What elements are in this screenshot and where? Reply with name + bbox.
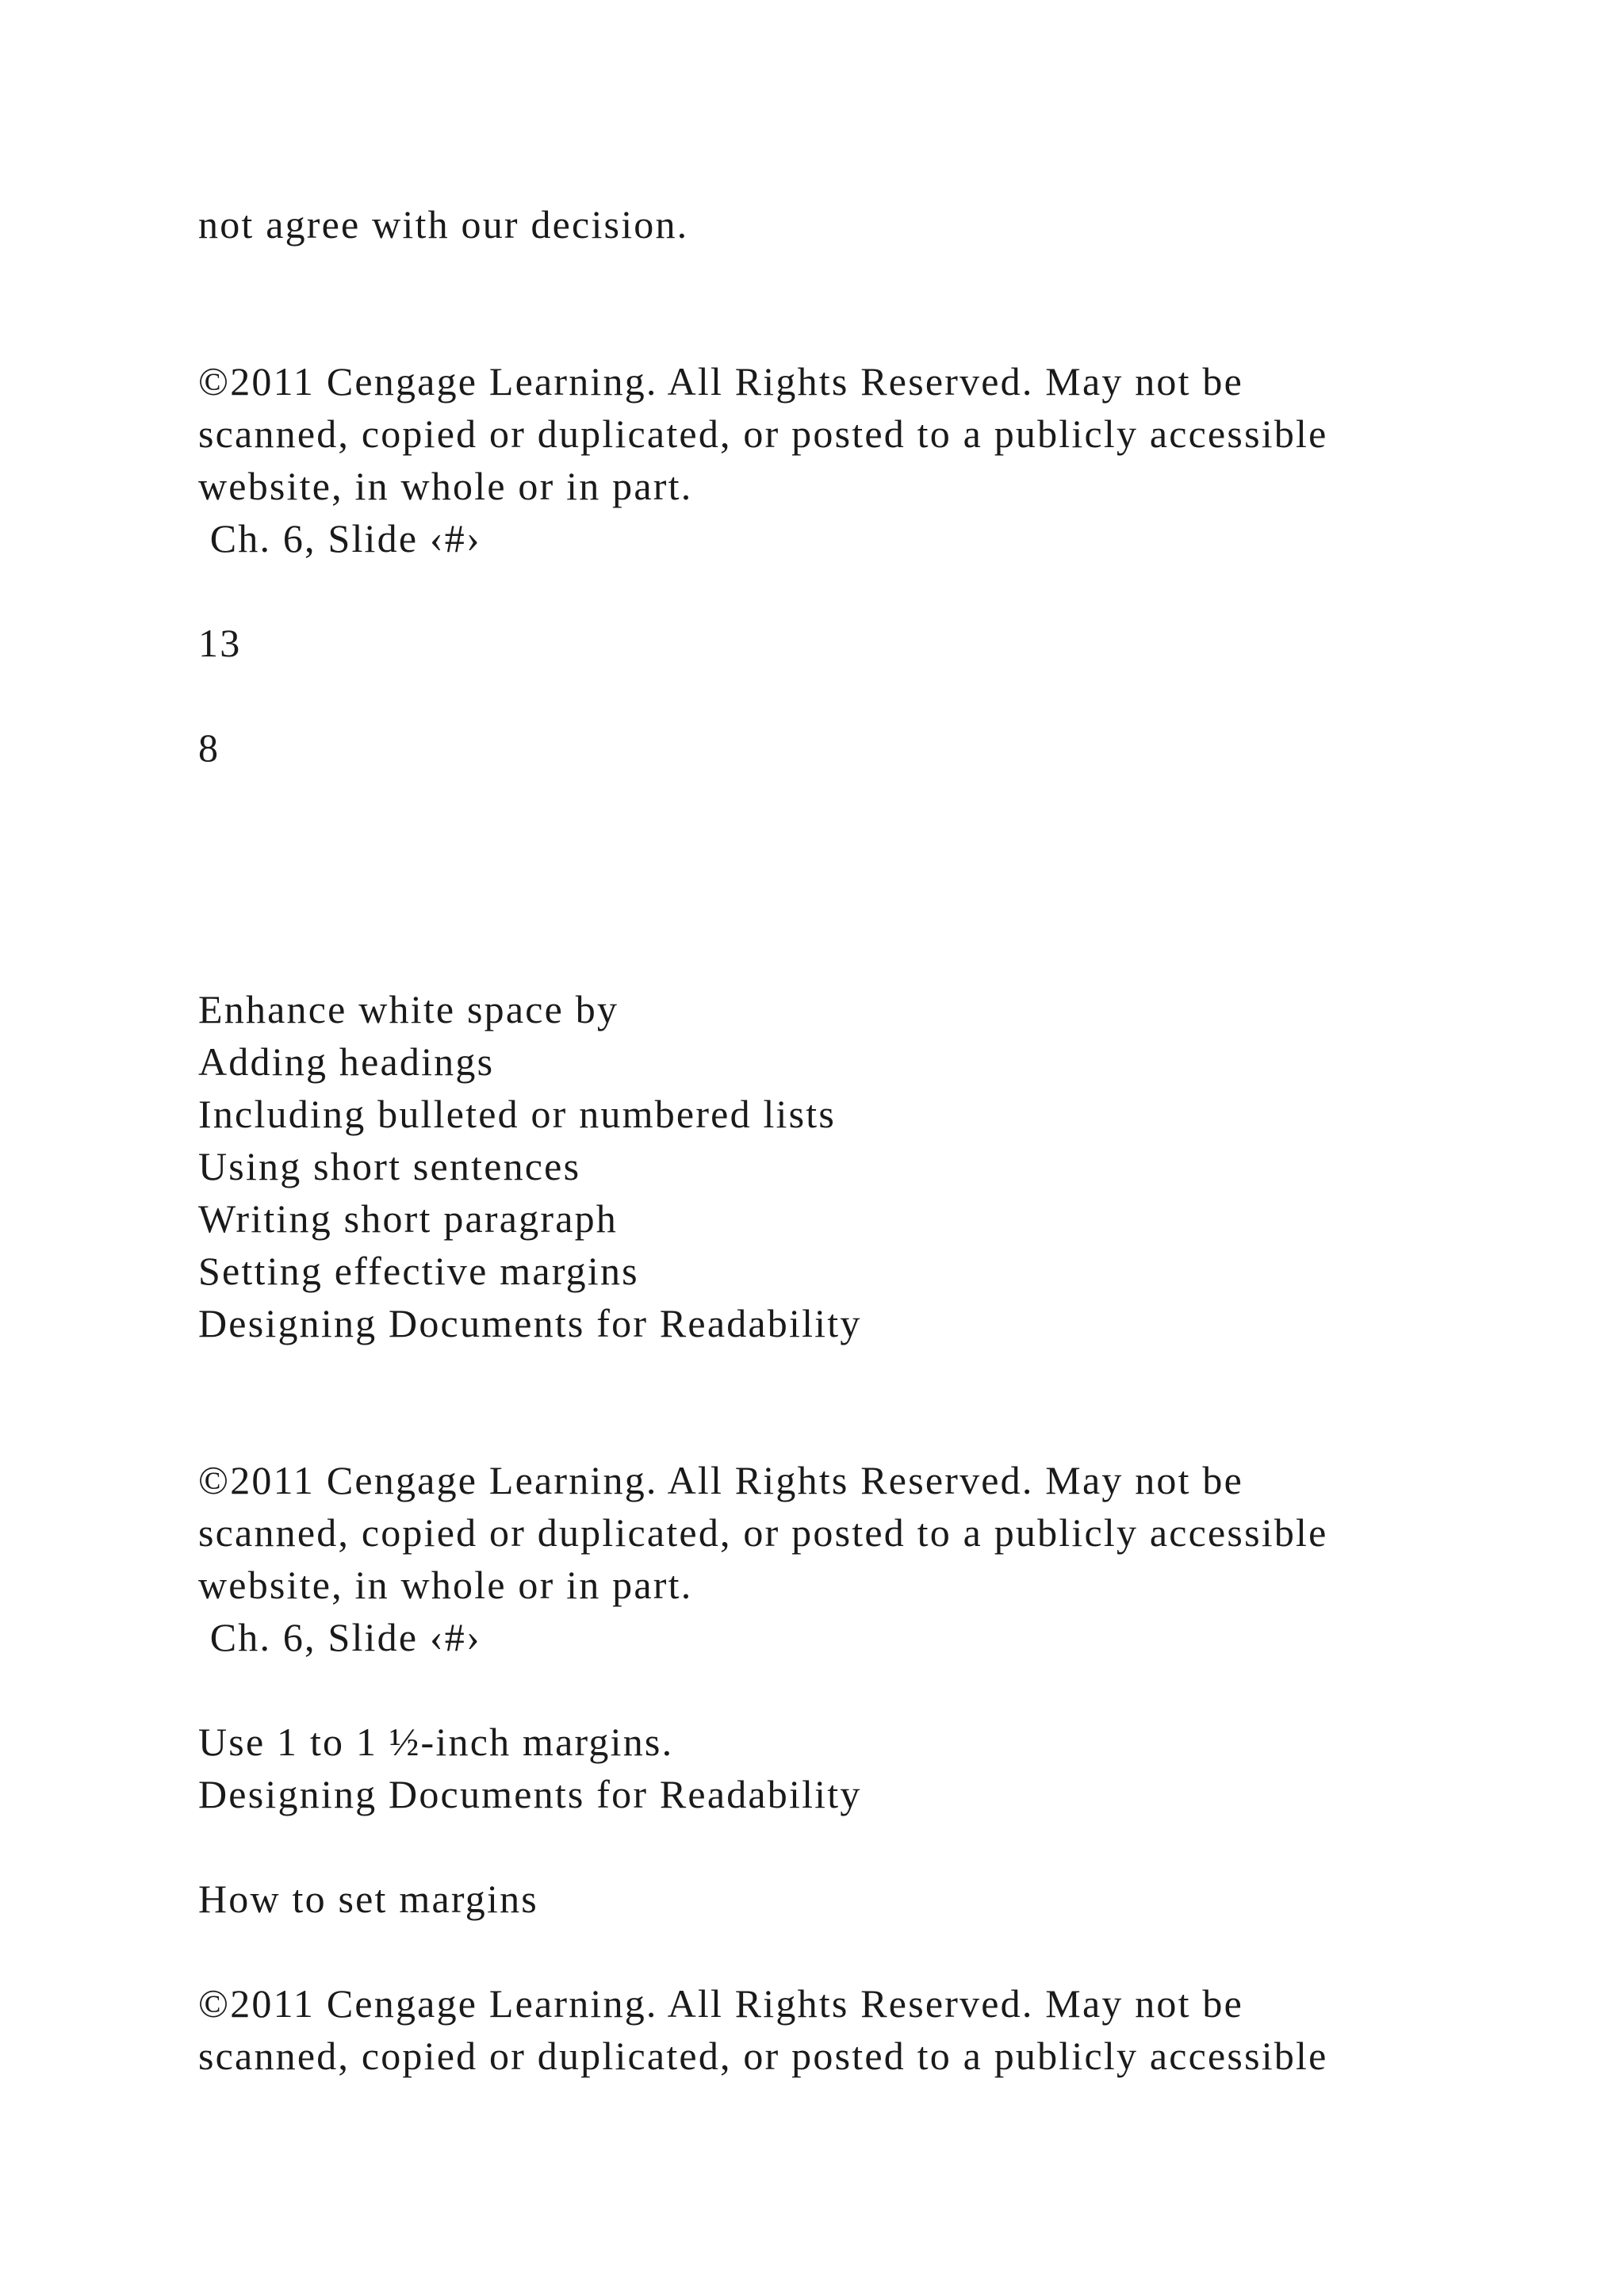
copyright-line-1c: website, in whole or in part. — [198, 464, 693, 508]
list-intro: Enhance white space by — [198, 987, 619, 1031]
copyright-line-3a: ©2011 Cengage Learning. All Rights Reserved. May not be — [198, 1981, 1244, 2026]
list-item-lists: Including bulleted or numbered lists — [198, 1092, 837, 1136]
slide-title-readability-2: Designing Documents for Readability — [198, 1772, 862, 1816]
margins-instruction: Use 1 to 1 ½-inch margins. — [198, 1720, 674, 1764]
how-to-set-margins: How to set margins — [198, 1877, 538, 1921]
copyright-line-2c: website, in whole or in part. — [198, 1563, 693, 1607]
list-item-margins: Setting effective margins — [198, 1249, 639, 1293]
list-item-short-sentences: Using short sentences — [198, 1144, 581, 1188]
list-item-short-paragraph: Writing short paragraph — [198, 1196, 618, 1241]
copyright-line-3b: scanned, copied or duplicated, or posted to a publicly accessible — [198, 2034, 1328, 2078]
copyright-line-1a: ©2011 Cengage Learning. All Rights Reserved. May not be — [198, 359, 1244, 404]
number-8: 8 — [198, 725, 220, 770]
slide-title-readability-1: Designing Documents for Readability — [198, 1301, 862, 1345]
text-line-decision: not agree with our decision. — [198, 202, 689, 247]
copyright-line-1b: scanned, copied or duplicated, or posted to a publicly accessible — [198, 411, 1328, 456]
slide-reference-2: Ch. 6, Slide ‹#› — [198, 1615, 481, 1659]
copyright-line-2b: scanned, copied or duplicated, or posted to a publicly accessible — [198, 1510, 1328, 1555]
list-item-headings: Adding headings — [198, 1039, 495, 1084]
slide-reference-1: Ch. 6, Slide ‹#› — [198, 516, 481, 561]
copyright-line-2a: ©2011 Cengage Learning. All Rights Reserved. May not be — [198, 1458, 1244, 1502]
number-13: 13 — [198, 621, 242, 665]
